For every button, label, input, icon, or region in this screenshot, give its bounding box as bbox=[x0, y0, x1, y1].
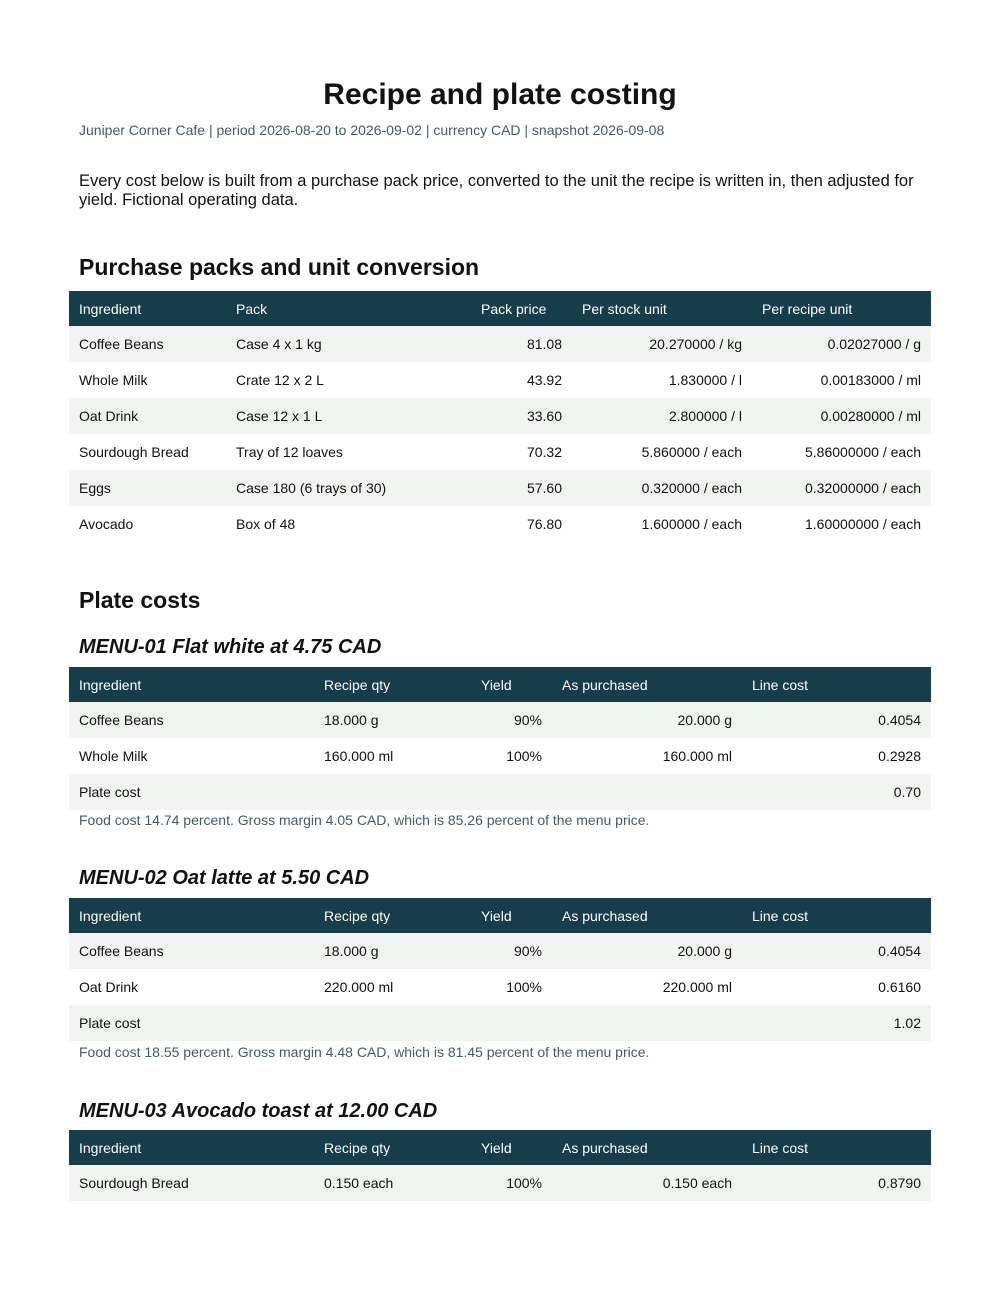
col-header: Recipe qty bbox=[314, 898, 471, 933]
col-header: Line cost bbox=[742, 667, 931, 702]
cell-as-purchased: 220.000 ml bbox=[552, 969, 742, 1005]
table-row bbox=[69, 362, 931, 398]
cell-pack: Box of 48 bbox=[226, 506, 471, 542]
col-header: As purchased bbox=[552, 898, 742, 933]
col-header: Recipe qty bbox=[314, 667, 471, 702]
cell-pack-price: 70.32 bbox=[471, 434, 572, 470]
table-row bbox=[69, 470, 931, 506]
table-row bbox=[69, 969, 931, 1005]
plate-table bbox=[69, 898, 931, 1041]
plate-table bbox=[69, 1130, 931, 1201]
cell-per-recipe-unit: 0.02027000 / g bbox=[752, 326, 931, 362]
cell-line-cost: 0.8790 bbox=[742, 1165, 931, 1201]
cell-ingredient: Sourdough Bread bbox=[69, 434, 226, 470]
cell-yield: 100% bbox=[471, 969, 552, 1005]
cell-pack-price: 81.08 bbox=[471, 326, 572, 362]
cell-pack-price: 43.92 bbox=[471, 362, 572, 398]
cell-per-stock-unit: 0.320000 / each bbox=[572, 470, 752, 506]
packs-table bbox=[69, 291, 931, 542]
plate-title: MENU-03 Avocado toast at 12.00 CAD bbox=[79, 1100, 438, 1122]
cell-pack: Case 180 (6 trays of 30) bbox=[226, 470, 471, 506]
col-header: Line cost bbox=[742, 898, 931, 933]
cell-ingredient: Coffee Beans bbox=[69, 933, 314, 969]
table-row bbox=[69, 326, 931, 362]
cell-recipe-qty: 18.000 g bbox=[314, 933, 471, 969]
cell-ingredient: Coffee Beans bbox=[69, 326, 226, 362]
cell-as-purchased: 160.000 ml bbox=[552, 738, 742, 774]
cell-recipe-qty: 220.000 ml bbox=[314, 969, 471, 1005]
plate-header-row bbox=[69, 1130, 931, 1165]
plates-heading: Plate costs bbox=[79, 587, 201, 613]
plate-note: Food cost 18.55 percent. Gross margin 4.48 CAD, which is 81.45 percent of the menu price. bbox=[79, 1044, 650, 1060]
plate-cost-label: Plate cost bbox=[69, 774, 314, 810]
col-header: Yield bbox=[471, 667, 552, 702]
cell-recipe-qty: 0.150 each bbox=[314, 1165, 471, 1201]
cell-pack: Crate 12 x 2 L bbox=[226, 362, 471, 398]
cell-line-cost: 0.6160 bbox=[742, 969, 931, 1005]
col-header: As purchased bbox=[552, 1130, 742, 1165]
plate-cost-label: Plate cost bbox=[69, 1005, 314, 1041]
report-meta: Juniper Corner Cafe | period 2026-08-20 to 2026-09-02 | currency CAD | snapshot 2026-09-08 bbox=[79, 122, 665, 138]
cell-line-cost: 0.4054 bbox=[742, 702, 931, 738]
plate-note: Food cost 14.74 percent. Gross margin 4.05 CAD, which is 85.26 percent of the menu price. bbox=[79, 812, 650, 828]
table-row bbox=[69, 398, 931, 434]
cell-per-stock-unit: 5.860000 / each bbox=[572, 434, 752, 470]
cell-per-recipe-unit: 0.00183000 / ml bbox=[752, 362, 931, 398]
cell-ingredient: Eggs bbox=[69, 470, 226, 506]
plate-cost-value: 1.02 bbox=[742, 1005, 931, 1041]
cell-pack: Case 4 x 1 kg bbox=[226, 326, 471, 362]
plate-title: MENU-01 Flat white at 4.75 CAD bbox=[79, 636, 382, 658]
cell-per-stock-unit: 1.830000 / l bbox=[572, 362, 752, 398]
cell-per-stock-unit: 2.800000 / l bbox=[572, 398, 752, 434]
table-row bbox=[69, 1165, 931, 1201]
cell-pack: Case 12 x 1 L bbox=[226, 398, 471, 434]
cell-recipe-qty: 18.000 g bbox=[314, 702, 471, 738]
col-header: Per recipe unit bbox=[752, 291, 931, 326]
plate-title: MENU-02 Oat latte at 5.50 CAD bbox=[79, 867, 370, 889]
plate-header-row bbox=[69, 667, 931, 702]
col-header: Line cost bbox=[742, 1130, 931, 1165]
table-row bbox=[69, 434, 931, 470]
plate-cost-row bbox=[69, 774, 931, 810]
col-header: Ingredient bbox=[69, 667, 314, 702]
cell-per-recipe-unit: 5.86000000 / each bbox=[752, 434, 931, 470]
cell-per-recipe-unit: 0.32000000 / each bbox=[752, 470, 931, 506]
cell-ingredient: Oat Drink bbox=[69, 398, 226, 434]
cell-per-recipe-unit: 0.00280000 / ml bbox=[752, 398, 931, 434]
table-row bbox=[69, 702, 931, 738]
cell-pack: Tray of 12 loaves bbox=[226, 434, 471, 470]
col-header: Pack bbox=[226, 291, 471, 326]
cell-per-stock-unit: 1.600000 / each bbox=[572, 506, 752, 542]
cell-yield: 100% bbox=[471, 1165, 552, 1201]
col-header: Yield bbox=[471, 1130, 552, 1165]
col-header: Pack price bbox=[471, 291, 572, 326]
cell-pack-price: 57.60 bbox=[471, 470, 572, 506]
plate-cost-value: 0.70 bbox=[742, 774, 931, 810]
cell-per-stock-unit: 20.270000 / kg bbox=[572, 326, 752, 362]
col-header: Yield bbox=[471, 898, 552, 933]
table-row bbox=[69, 738, 931, 774]
cell-ingredient: Whole Milk bbox=[69, 738, 314, 774]
plate-table bbox=[69, 667, 931, 810]
cell-yield: 90% bbox=[471, 702, 552, 738]
plate-cost-row bbox=[69, 1005, 931, 1041]
cell-ingredient: Whole Milk bbox=[69, 362, 226, 398]
col-header: Ingredient bbox=[69, 291, 226, 326]
plate-header-row bbox=[69, 898, 931, 933]
page-title: Recipe and plate costing bbox=[323, 78, 677, 111]
cell-yield: 100% bbox=[471, 738, 552, 774]
cell-line-cost: 0.2928 bbox=[742, 738, 931, 774]
cell-ingredient: Avocado bbox=[69, 506, 226, 542]
intro-paragraph: Every cost below is built from a purchase pack price, converted to the unit the recipe is written in, then adjusted for yield. Fictional operating data. bbox=[79, 172, 914, 209]
cell-as-purchased: 20.000 g bbox=[552, 702, 742, 738]
cell-ingredient: Coffee Beans bbox=[69, 702, 314, 738]
cell-pack-price: 33.60 bbox=[471, 398, 572, 434]
col-header: Ingredient bbox=[69, 1130, 314, 1165]
cell-yield: 90% bbox=[471, 933, 552, 969]
col-header: Ingredient bbox=[69, 898, 314, 933]
packs-header-row bbox=[69, 291, 931, 326]
cell-recipe-qty: 160.000 ml bbox=[314, 738, 471, 774]
table-row bbox=[69, 506, 931, 542]
cell-as-purchased: 0.150 each bbox=[552, 1165, 742, 1201]
cell-ingredient: Sourdough Bread bbox=[69, 1165, 314, 1201]
cell-ingredient: Oat Drink bbox=[69, 969, 314, 1005]
col-header: Recipe qty bbox=[314, 1130, 471, 1165]
cell-line-cost: 0.4054 bbox=[742, 933, 931, 969]
cell-pack-price: 76.80 bbox=[471, 506, 572, 542]
col-header: Per stock unit bbox=[572, 291, 752, 326]
cell-as-purchased: 20.000 g bbox=[552, 933, 742, 969]
packs-heading: Purchase packs and unit conversion bbox=[79, 254, 480, 280]
col-header: As purchased bbox=[552, 667, 742, 702]
table-row bbox=[69, 933, 931, 969]
cell-per-recipe-unit: 1.60000000 / each bbox=[752, 506, 931, 542]
